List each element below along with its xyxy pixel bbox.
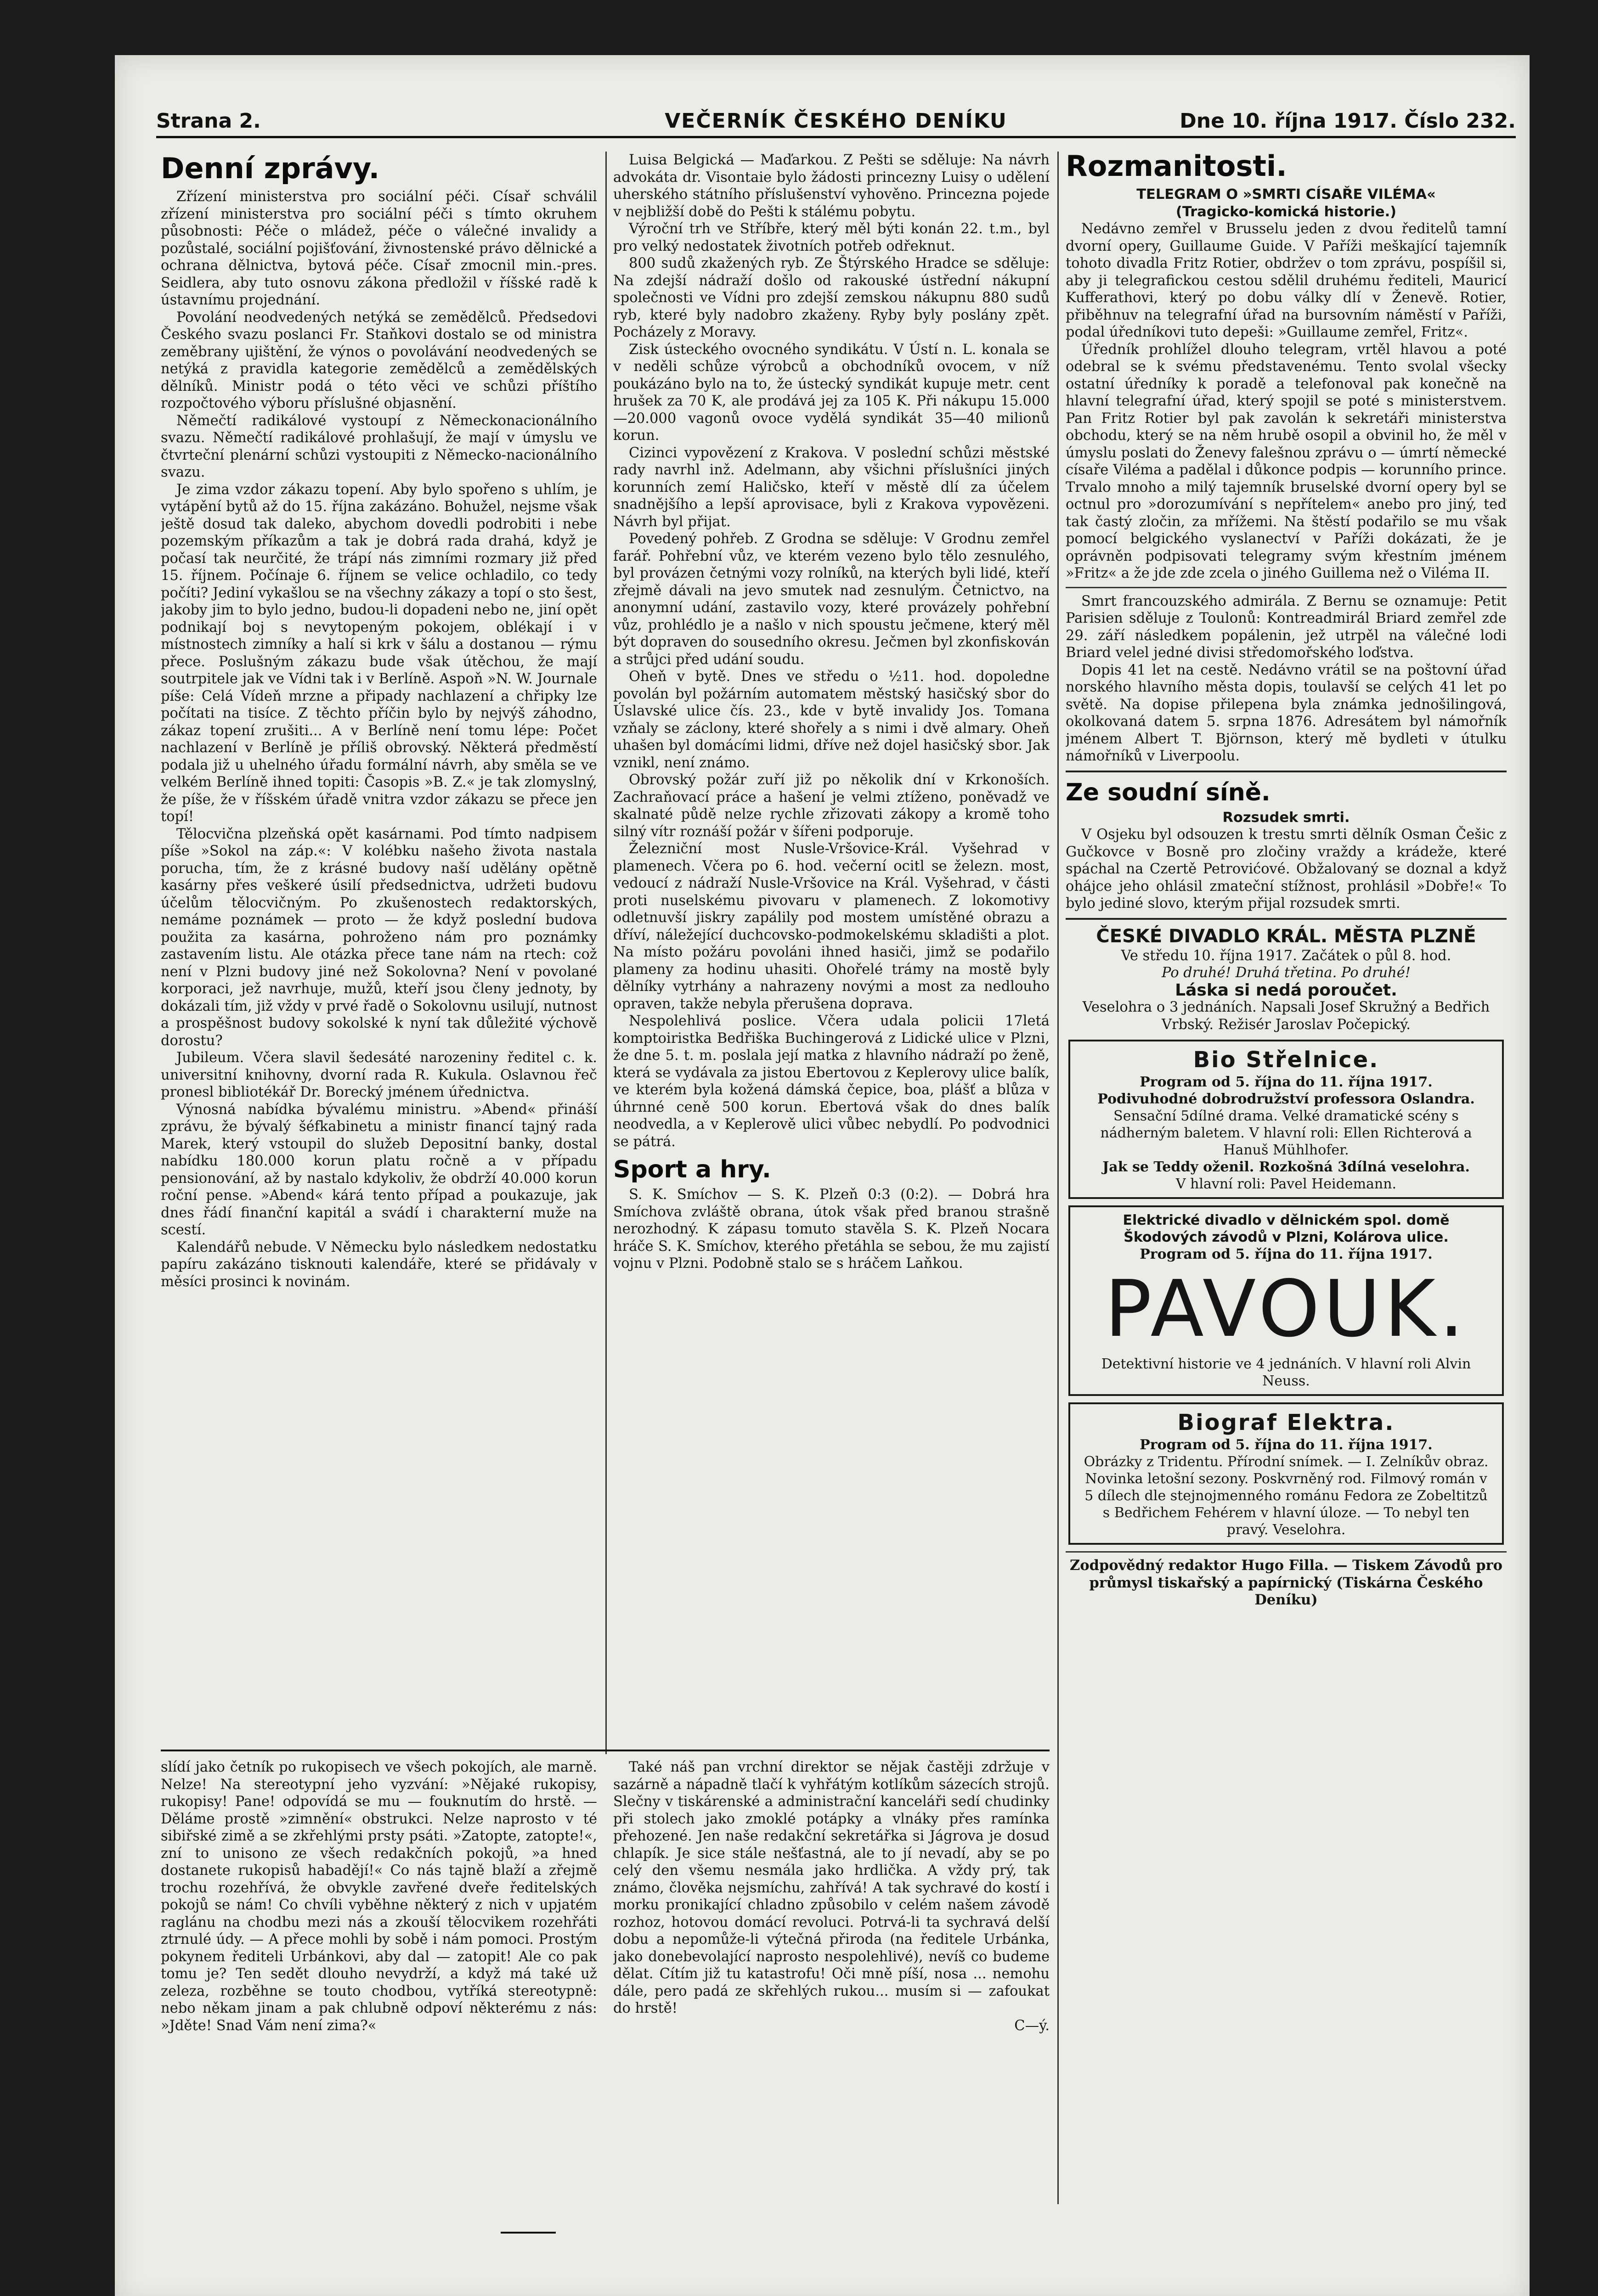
divider <box>1066 918 1507 920</box>
imprint: Zodpovědný redaktor Hugo Filla. — Tiskem Závodů pro průmysl tiskařský a papírnický (Tiskárna Českého Deníku) <box>1069 1557 1503 1608</box>
ad-line: Škodových závodů v Plzni, Kolárova ulice. <box>1124 1229 1449 1245</box>
masthead-title: VEČERNÍK ČESKÉHO DENÍKU <box>665 109 1007 133</box>
column-divider <box>605 152 607 1754</box>
ad-line: Elektrické divadlo v dělnickém spol. domě <box>1123 1212 1450 1228</box>
section-title: Denní zprávy. <box>161 152 380 185</box>
theater-line: Ve středu 10. října 1917. Začátek o půl 8. hod. <box>1121 947 1451 964</box>
section-title: Rozmanitosti. <box>1066 149 1287 183</box>
sport-section-title: Sport a hry. <box>613 1156 771 1183</box>
divider <box>1066 1551 1507 1553</box>
theater-line: Po druhé! Druhá třetina. Po druhé! <box>1161 965 1411 981</box>
article: Tělocvična plzeňská opět kasárnami. Pod tímto nadpisem píše »Sokol na záp.«: V kolébku našeho života nastala porucha, tím, že z krásné budovy naší udělány opětně kasárny přes veškeré úsilí předsednictva, udržeti budovu účelům tělocvičným. Po zkušenostech redaktorských, nemáme poznámek — proto — že když poslední budova použita za kasárna, pohroženo nám pro poznámky zastavením listu. Ale otázka přece tane nám na rtech: což není v Plzni budovy jiné než Sokolovna? Není v povolané korporaci, jež navrhuje, mužů, kteří jsou členy jednoty, by dokázali tím, již vždy v prvé řadě o Sokolovnu usilují, nutnost a prospěšnost budovy sokolské k nyní tak důležité výchově dorostu? <box>161 826 597 1049</box>
column-divider <box>1057 152 1059 2204</box>
article-subheadline: (Tragicko-komická historie.) <box>1175 203 1397 220</box>
article: Je zima vzdor zákazu topení. Aby bylo spořeno s uhlím, je vytápění bytů až do 15. října zakázáno. Bohužel, nejsme však ještě dosud tak daleko, abychom dovedli podrobiti i nebe pozemským příkazům a tak je dobrá rada drahá, když je počasí tak neurčité, že trápí nás zimními rozmary již před 15. říjnem. Počínaje 6. říjnem se velice ochladilo, co tedy počíti? Jediní vykašlou se na všechny zákazy a topí o sto šest, jakoby jim to bylo jedno, budou-li dopadeni nebo ne, jiní opět podnikají boj s nevytopeným pokojem, oblékají i v místnostech zimníky a halí si krk v šálu a dostanou — rýmu přece. Poslušným zákazu bude však útěchou, že mají soutrpitele jak ve Vídni tak i v Berlíně. Aspoň »N. W. Journale píše: Celá Vídeň mrzne a připady nachlazení a chřipky lze počítati na tisíce. Z těchto příčin bylo by nejvýš záhodno, zákaz topení zrušiti... A v Berlíně není tomu lépe: Počet nachlazení v Berlíně je příliš obrovský. Některá předměstí podala již u uhelného úřadu formální návrh, aby směla se ve velkém Berlíně ihned topiti: Časopis »B. Z.« je tak zlomyslný, že píše, že v říšském úřadě vnitra vzdor zákazu se přece jen topí! <box>161 481 597 825</box>
ad-title: Bio Střelnice. <box>1193 1047 1379 1073</box>
feuilleton-text: Také náš pan vrchní direktor se nějak častěji zdržuje v sazárně a nápadně tlačí k vyhřátým kotlíkům sázecích strojů. Slečny v tiskárenské a administrační kanceláři sedí chudinky při stolech jako zmoklé potápky a vlnáky přes ramínka přehozené. Jen naše redakční sekretářka si Jágrova je dosud chlapík. Je sice stále nešťastná, ale to jí nevadí, aby se po celý den všemu nesmála jako hrdlička. A vždy prý, tak známo, člověka nejsmíchu, zahřívá! A tak sychravé do kostí i morku pronikající chladno způsobilo v celém našem závodě rozhoz, hotovou domácí revoluci. Potrvá-li ta sychravá delší dobu a nepomůže-li výtečná přiroda (na ředitele Urbánka, jako donebevolající naprosto nespolehlivé), nevíš co budeme dělat. Cítím již tu katastrofu! Oči mně píší, nosa ... nemohu dále, pero padá ze skřehlých rukou... musím si — zafoukat do hrstě! <box>613 1759 1050 2016</box>
ad-line: Jak se Teddy oženil. Rozkošná 3dílná veselohra. <box>1102 1159 1470 1175</box>
header-rule <box>156 136 1516 138</box>
ad-line: Podivuhodné dobrodružství professora Oslandra. <box>1097 1091 1475 1107</box>
ad-elektricke-divadlo <box>1068 1205 1504 1396</box>
issue-date: Dne 10. října 1917. Číslo 232. <box>1180 109 1516 133</box>
divider <box>1066 771 1507 772</box>
column-news-2 <box>613 152 1050 1740</box>
article: Výroční trh ve Stříbře, který měl býti konán 22. t.m., byl pro velký nedostatek životních potřeb odřeknut. <box>613 221 1050 254</box>
ad-line: Program od 5. října do 11. října 1917. <box>1140 1074 1433 1090</box>
article-headline: TELEGRAM O »SMRTI CÍSAŘE VILÉMA« <box>1136 186 1436 203</box>
ad-line: Sensační 5dílné drama. Velké dramatické scény s nádherným baletem. V hlavní roli: Ellen Richterová a Hanuš Mühlhofer. <box>1100 1108 1472 1158</box>
ad-bio-strelnice <box>1068 1040 1504 1199</box>
ad-line: Program od 5. října do 11. října 1917. <box>1140 1437 1433 1453</box>
theater-play: Láska si nedá poroučet. <box>1175 980 1397 1000</box>
ad-big-title: PAVOUK. <box>1104 1264 1468 1355</box>
article: Němečtí radikálové vystoupí z Německonacionálního svazu. Němečtí radikálové prohlašují, že mají v úmyslu ve čtvrteční plenární schůzi vystoupiti z Německo-nacionálního svazu. <box>161 412 597 480</box>
divider <box>1066 587 1507 588</box>
column-rozmanitosti <box>1066 149 1507 2206</box>
ad-title: Biograf Elektra. <box>1177 1410 1395 1435</box>
column-denni-zpravy <box>161 152 597 1740</box>
ad-line: Program od 5. října do 11. října 1917. <box>1140 1246 1433 1262</box>
feuilleton-rule <box>161 1750 1050 1751</box>
article: Nedávno zemřel v Brusselu jeden z dvou ředitelů tamní dvorní opery, Guillaume Guide. V Paříži meškající tajemník tohoto divadla Fritz Rotier, obdržev o tom zprávu, pospíšil si, aby ji telegrafickou cestou sdělil druhému řediteli, Mauricí Kufferathovi, který po dobu války dlí v Ženevě. Rotier, přiběhnuv na telegrafní úřad na bursovním náměstí v Paříži, podal úředníkovi tuto depeši: »Guillaume zemřel, Fritz«. <box>1066 221 1507 340</box>
bottom-mark <box>501 2232 556 2234</box>
article: Kalendářů nebude. V Německu bylo následkem nedostatku papíru zakázáno tisknouti kalendáře, které se přidávaly v měsíci prosinci k novinám. <box>161 1239 597 1290</box>
feuilleton-text: slídí jako četník po rukopisech ve všech pokojích, ale marně. Nelze! Na stereotypní jeho vyzvání: »Nějaké rukopisy, rukopisy! Pane! odpovídá se mu — fouknutím do hrstě. — Děláme prostě »zimnění« obstrukci. Nelze naprosto v té sibiřské zimě a se zkřehlými prsty psáti. »Zatopte, zatopte!«, zní to unisono ze všech redakčních pokojů, »a hned dostanete rukopisů habadějí!« Co nás tajně blaží a zřejmě trochu rozehřívá, že obvykle zavřené dveře ředitelských pokojů se nám! Co chvíli vyběhne některý z nich v upjatém raglánu na chodbu mezi nás a zkouší tělocvikem rozehřáti ztrnulé údy. — A přece mohli by sobě i nám pomoci. Prostým pokynem řediteli Urbánkovi, aby dal — zatopit! Ale co pak tomu je? Ten sedět dlouho nevydrží, a když má také už zeleza, rozběhne se touto chodbou, vytříká stereotypně: nebo někam jinam a pak chlubně odpoví některému z nás: »Jděte! Snad Vám není zima?« <box>161 1759 597 2034</box>
court-subtitle: Rozsudek smrti. <box>1222 809 1350 826</box>
article: Luisa Belgická — Maďarkou. Z Pešti se sděluje: Na návrh advokáta dr. Visontaie bylo žádosti princezny Luisy o udělení uherského státního příslušenství vyhověno. Princezna pojede v nejbližší době do Pešti k stálému pobytu. <box>613 152 1050 220</box>
article: Výnosná nabídka bývalému ministru. »Abend« přináší zprávu, že bývalý šéfkabinetu a ministr financí tajný rada Marek, který vstoupil do služeb Depositní banky, dostal nabídku 180.000 korun platu ročně a v případu pensionování, až by nastalo kdykoliv, že obdrží 40.000 korun roční pense. »Abend« kárá tento případ a poukazuje, jak dnes řádí finanční kapitál a svádí i charakterní muže na scestí. <box>161 1101 597 1238</box>
article: Zisk ústeckého ovocného syndikátu. V Ústí n. L. konala se v neděli schůze výrobců a obchodníků ovocem, v níž poukázáno bylo na to, že ústecký syndikát kupuje metr. cent hrušek za 70 K, ale prodává jej za 105 K. Při nákupu 15.000—20.000 vagonů ovoce vydělá syndikát 35—40 milionů korun. <box>613 341 1050 444</box>
article: Obrovský požár zuří již po několik dní v Krkonoších. Zachraňovací práce a hašení je velmi ztíženo, poněvadž ve skalnaté půdě nelze rychle zřizovati zákopy a kromě toho silný vítr roznáší požár v šířeni podporuje. <box>613 772 1050 840</box>
article: Povolání neodvedených netýká se zemědělců. Předsedovi Českého svazu poslanci Fr. Staňkovi dostalo se od ministra zeměbrany ujištění, že výnos o povolávání neodvedených se netýká z pravidla kategorie zemědělců a zemědělských dělníků. Ministr podá o této věci ve schůzi příštího rozpočtového výboru příslušné objasnění. <box>161 309 597 411</box>
article: Nespolehlivá poslice. Včera udala policii 17letá komptoiristka Bedřiška Buchingerová z Lidické ulice v Plzni, že dne 5. t. m. poslala její matka z hlavního nádraží po ženě, která se vydávala za jistou Ebertovou z Keplerovy ulice balík, ve kterém byla kožená dámská čepice, boa, plášť a blůza v úhrnné ceně 500 korun. Ebertová však do dnes balík neodvedla, a v Keplerově ulici vůbec nebydlí. Po podvodnici se pátrá. <box>613 1013 1050 1150</box>
article: Cizinci vypovězení z Krakova. V poslední schůzi městské rady navrhl inž. Adelmann, aby všichni příslušníci jiných korunních zemí Haličsko, kteří v městě dlí za účelem snadnějšího a lepší aprovisace, byli z Krakova vypovězeni. Návrh byl přijat. <box>613 445 1050 530</box>
theater-line: Veselohra o 3 jednáních. Napsali Josef Skružný a Bedřich Vrbský. Režisér Jaroslav Počepický. <box>1082 999 1490 1033</box>
article: Jubileum. Včera slavil šedesáté narozeniny ředitel c. k. universitní knihovny, dvorní rada R. Kukula. Oslavnou řeč pronesl bibliotékář Dr. Borecký jménem úřednictva. <box>161 1050 597 1100</box>
theater-title: ČESKÉ DIVADLO KRÁL. MĚSTA PLZNĚ <box>1096 925 1476 947</box>
article: Povedený pohřeb. Z Grodna se sděluje: V Grodnu zemřel farář. Pohřební vůz, ve kterém vezeno bylo tělo zesnulého, byl provázen četnými vozy rolníků, na kterých byli lidé, kteří zřejmě dávali na jevo smutek nad zesnulým. Četnictvo, na anonymní udání, zastavilo vozy, které provázely pohřební vůz, prohlédlo je a našlo v nich spoustu ječmene, který měl být dopraven do sousedního okresu. Ječmen byl zkonfiskován a strůjci před udání soudu. <box>613 531 1050 668</box>
article: Oheň v bytě. Dnes ve středu o ½11. hod. dopoledne povolán byl požárním automatem městský hasičský sbor do Úslavské ulice čís. 23., kde v bytě invalidy Jos. Tomana vzňaly se záclony, které shořely a s nimi i dvě almary. Oheň uhašen byl domácími lidmi, dříve než dojel hasičský sbor. Jak vznikl, není známo. <box>613 669 1050 771</box>
article: 800 sudů zkažených ryb. Ze Štýrského Hradce se sděluje: Na zdejší nádraží došlo od rakouské ústřední nákupní společnosti ve Vídni pro zdejší zemskou nákupnu 880 sudů ryb, které byly nadobro zkaženy. Ryby byly poslány zpět. Pocházely z Moravy. <box>613 255 1050 340</box>
article: V Osjeku byl odsouzen k trestu smrti dělník Osman Češic z Gučkovce v Bosně pro zločiny vraždy a krádeže, které spáchal na Czertě Petrovićové. Obžalovaný se doznal a když ohájce jeho ohlásil zmateční stížnost, prohlásil »Dobře!« To bylo jediné slovo, kterým přijal rozsudek smrti. <box>1066 827 1507 912</box>
article: S. K. Smíchov — S. K. Plzeň 0:3 (0:2). — Dobrá hra Smíchova zvláště obrana, útok však před branou strašně nerozhodný. K zápasu tomuto stavěla S. K. Plzeň Nocara hráče S. K. Smíchov, kterého přetáhla se sebou, že mu zajistí vojnu v Plzni. Podobně stalo se s hráčem Laňkou. <box>613 1187 1050 1272</box>
article: Dopis 41 let na cestě. Nedávno vrátil se na poštovní úřad norského hlavního města dopis, toulavší se celých 41 let po světě. Na dopise přilepena byla známka jednošilingová, okolkovaná datem 5. srpna 1876. Adresátem byl námořník jménem Albert T. Björnson, který mě bydleti v útulku námořníků v Liverpoolu. <box>1066 662 1507 764</box>
ad-line: Obrázky z Tridentu. Přírodní snímek. — I. Zelníkův obraz. Novinka letošní sezony. Poskvrněný rod. Filmový román v 5 dílech dle stejnojmenného románu Fedora ze Zobeltitzů s Bedřichem Fehérem v hlavní úloze. — To nebyl ten pravý. Veselohra. <box>1084 1454 1489 1538</box>
signature: C—ý. <box>1014 2017 1050 2034</box>
ad-line: Detektivní historie ve 4 jednáních. V hlavní roli Alvin Neuss. <box>1101 1356 1471 1389</box>
ad-biograf-elektra <box>1068 1402 1504 1545</box>
article: Železniční most Nusle-Vršovice-Král. Vyšehrad v plamenech. Včera po 6. hod. večerní ocitl se železn. most, vedoucí z nádraží Nusle-Vršovice na Král. Vyšehrad, v části proti nuselskému pivovaru v plamenech. Z lokomotivy odletnuvší jiskry zapálily pod mostem umístěné obrazu a dříví, náležející duchcovsko-podmokelskému skladišti a plot. Na místo požáru povoláni ihned hasiči, jimž se podařilo plameny za hodinu uhasiti. Ohořelé trámy na mostě byly dělníky vytrhány a nahrazeny novými a most za nedlouho opraven, takže nebyla přerušena doprava. <box>613 841 1050 1012</box>
article: Smrt francouzského admirála. Z Bernu se oznamuje: Petit Parisien sděluje z Toulonů: Kontreadmirál Briard zemřel zde 29. září následkem popálenin, jež utrpěl na válečné lodi Briard velel jedné divisi středomořského loďstva. <box>1066 593 1507 661</box>
article: Zřízení ministerstva pro sociální péči. Císař schválil zřízení ministerstva pro sociální péči s tímto okruhem působnosti: Péče o mládež, péče o válečné invalidy a pozůstalé, sociální pojišťování, živnostenské právo dělnické a ochrana dělnictva, bytová péče. Císař zmocnil min.-pres. Seidlera, aby tuto osnovu zákona předložil v říšské radě k ústavnímu projednání. <box>161 189 597 308</box>
feuilleton-right <box>613 1759 1050 2190</box>
feuilleton-left <box>161 1759 597 2190</box>
ad-line: V hlavní roli: Pavel Heidemann. <box>1175 1176 1397 1192</box>
newspaper-page <box>115 55 1530 2296</box>
page-number: Strana 2. <box>156 109 261 133</box>
article: Úředník prohlížel dlouho telegram, vrtěl hlavou a poté odebral se k svému představenému. Tento svolal všecky ostatní úředníky k poradě a telefonoval pak konečně na hlavní telegrafní úřad, který spojil se poté s ministerstvem. Pan Fritz Rotier byl pak zavolán k sekretáři ministerstva obchodu, který se na něm hrubě osopil a obvinil ho, že měl v úmyslu poslati do Ženevy falešnou zprávu o — úmrtí německé císaře Viléma a padělal i důkonce podpis — korunního prince. Trvalo mnoho a milý tajemník bruselské dvorní opery byl se octnul pro »dorozumívání s nepřítelem« anebo pro jiný, teď tak častý zločin, za mřížemi. Na štěstí podařilo se mu však pomocí belgického vyslanectví v Paříži dokázati, že je oprávněn podpisovati telegramy svým křestním jménem »Fritz« a že jde zde zcela o jiného Guillema než o Viléma II. <box>1066 341 1507 581</box>
court-section-title: Ze soudní síně. <box>1066 778 1270 806</box>
